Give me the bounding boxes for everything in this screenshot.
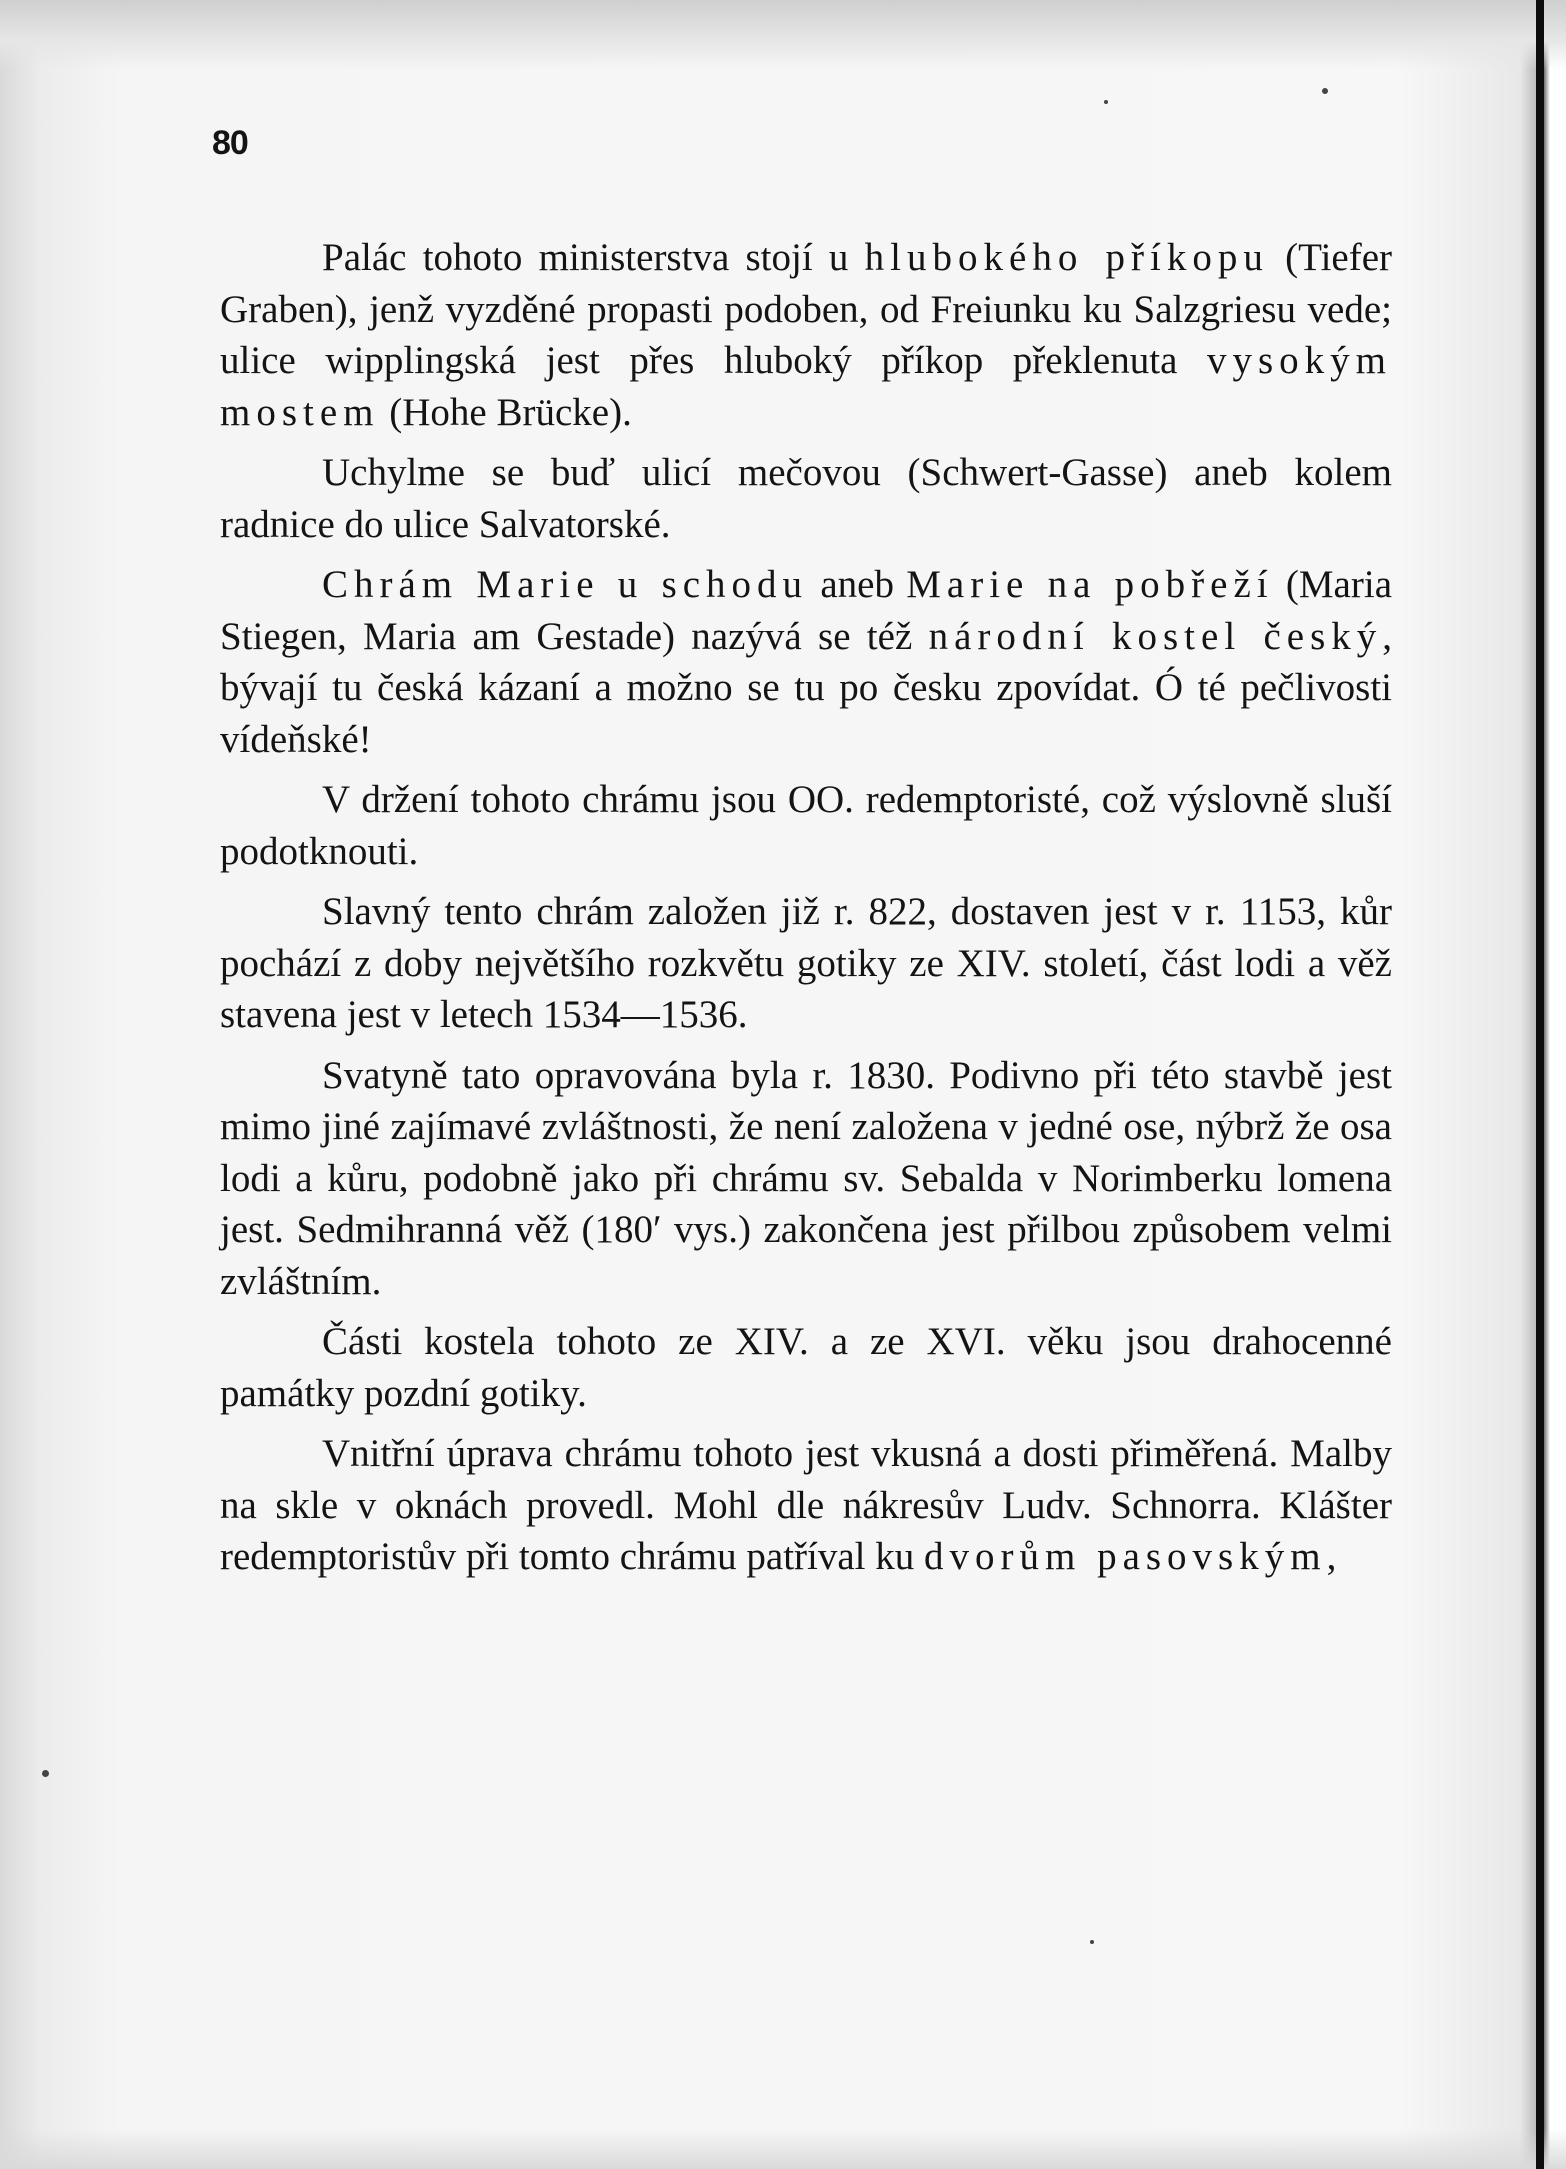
- paragraph-detour: Uchylme se buď ulicí mečovou (Schwert-Gasse) aneb kolem radnice do ulice Salvatorské.: [220, 451, 1392, 546]
- text-run: , bývají tu česká kázaní a možno se tu po česku zpovídat. Ó té pečlivosti vídeňské!: [220, 614, 1392, 761]
- dust-speck: [1322, 88, 1328, 94]
- spaced-emphasis: Chrám Marie u schodu: [322, 563, 809, 606]
- paragraph-history: Slavný tento chrám založen již r. 822, dostaven jest v r. 1153, kůr pochází z doby největšího rozkvětu gotiky ze XIV. století, část lodi a věž stavena jest v letech 1534—1536.: [220, 890, 1392, 1036]
- page-edge-shadow: [1536, 0, 1544, 2169]
- spaced-emphasis: vysokým mostem: [220, 339, 1392, 434]
- page-number: 80: [212, 124, 248, 162]
- paragraph-interior: [220, 1428, 1392, 1583]
- paragraph-church-name: [220, 559, 1392, 765]
- dust-speck: [1090, 1940, 1094, 1944]
- spaced-emphasis: hlubokého příkopu: [864, 236, 1269, 279]
- dust-speck: [42, 1770, 49, 1777]
- dust-speck: [1104, 100, 1108, 104]
- text-run: (Tiefer Graben), jenž vyzděné propasti podoben, od Freiunku ku Salzgriesu vede; ulice wipplingská jest přes hluboký příkop překlenuta: [220, 236, 1393, 382]
- scan-shadow-bottom: [0, 2129, 1566, 2169]
- text-run: (Hohe Brücke).: [379, 390, 632, 434]
- spaced-emphasis: Marie na pobřeží: [906, 563, 1274, 606]
- text-run: (Maria Stiegen, Maria am Gestade) nazývá se též: [220, 563, 1392, 658]
- text-run: aneb: [808, 563, 907, 606]
- paragraph-restoration: Svatyně tato opravována byla r. 1830. Podivno při této stavbě jest mimo jiné zajímavé zvláštnosti, že není založena v jedné ose, nýbrž že osa lodi a kůru, podobně jako při chrámu sv. Sebalda v Norimberku lomena jest. Sedmihranná věž (180ʹ vys.) zakončena jest přilbou způsobem velmi zvláštním.: [220, 1053, 1392, 1303]
- text-run: Vnitřní úprava chrámu tohoto jest vkusná a dosti přiměřená. Malby na skle v oknách provedl. Mohl dle nákresův Ludv. Schnorra. Klášter redemptoristův při tomto chrámu patříval ku: [220, 1432, 1392, 1578]
- paragraph-gothic-parts: Části kostela tohoto ze XIV. a ze XVI. věku jsou drahocenné památky pozdní gotiky.: [220, 1320, 1392, 1415]
- scan-shadow-top: [0, 0, 1566, 70]
- spaced-emphasis: národní kostel český: [928, 614, 1383, 658]
- paragraph-palace: [220, 232, 1392, 438]
- text-run: ,: [1326, 1535, 1337, 1578]
- paragraph-ownership: V držení tohoto chrámu jsou OO. redemptoristé, což výslovně sluší podotknouti.: [220, 778, 1392, 873]
- text-run: Palác tohoto ministerstva stojí u: [322, 236, 865, 279]
- spaced-emphasis: dvorům pasovským: [924, 1535, 1327, 1578]
- body-text: [220, 232, 1392, 1592]
